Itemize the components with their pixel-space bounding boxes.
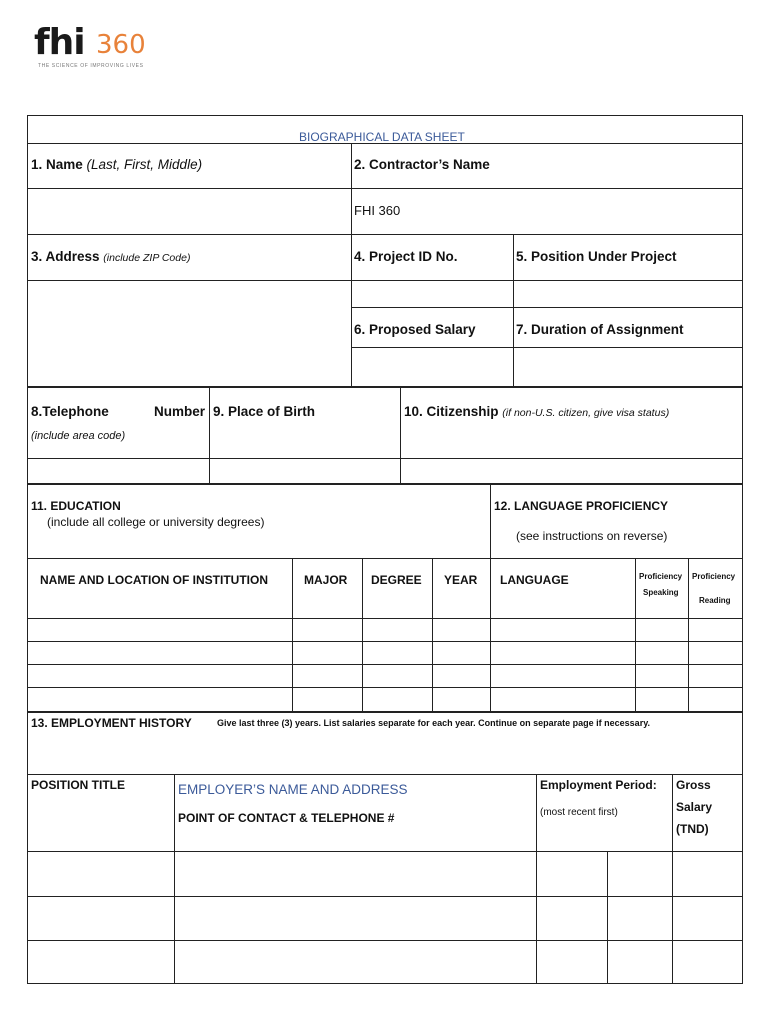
address-field[interactable] xyxy=(28,281,350,386)
col-period-hint: (most recent first) xyxy=(540,807,618,818)
col-gross: Gross xyxy=(676,778,711,792)
telephone-hint: (include area code) xyxy=(31,430,126,442)
logo-360: 360 xyxy=(96,30,146,60)
birth-field[interactable] xyxy=(210,459,399,483)
employment-row-2[interactable] xyxy=(28,897,742,940)
col-institution: NAME AND LOCATION OF INSTITUTION xyxy=(40,573,268,587)
citizenship-field[interactable] xyxy=(401,459,742,483)
col-employer: EMPLOYER’S NAME AND ADDRESS xyxy=(178,782,408,797)
col-proficiency-reading-1: Proficiency xyxy=(692,572,736,581)
position-label: 5. Position Under Project xyxy=(516,249,677,264)
education-row-2[interactable] xyxy=(28,642,742,664)
col-language: LANGUAGE xyxy=(500,573,569,587)
logo-fhi: fhi xyxy=(34,22,85,63)
birth-label: 9. Place of Birth xyxy=(213,404,316,419)
employment-label: 13. EMPLOYMENT HISTORY xyxy=(31,716,192,730)
col-speaking: Speaking xyxy=(643,588,679,597)
col-major: MAJOR xyxy=(304,573,348,587)
employment-row-3[interactable] xyxy=(28,941,742,983)
fhi360-logo xyxy=(34,22,146,72)
address-label: 3. Address (include ZIP Code) xyxy=(31,249,191,264)
col-poc: POINT OF CONTACT & TELEPHONE # xyxy=(178,811,395,825)
logo-tagline: THE SCIENCE OF IMPROVING LIVES xyxy=(38,63,144,69)
education-row-3[interactable] xyxy=(28,665,742,687)
employment-hint: Give last three (3) years. List salaries separate for each year. Continue on separate page if necessary. xyxy=(217,718,651,728)
col-salary: Salary xyxy=(676,800,713,814)
col-proficiency-speaking-1: Proficiency xyxy=(639,572,683,581)
education-row-4[interactable] xyxy=(28,688,742,710)
col-period: Employment Period: xyxy=(540,778,657,792)
salary-field[interactable] xyxy=(352,348,512,386)
salary-label: 6. Proposed Salary xyxy=(354,322,476,337)
employment-row-1[interactable] xyxy=(28,852,742,896)
col-year: YEAR xyxy=(444,573,478,587)
col-degree: DEGREE xyxy=(371,573,422,587)
telephone-label-2: Number xyxy=(154,404,206,419)
education-label: 11. EDUCATION xyxy=(31,499,121,513)
col-position-title: POSITION TITLE xyxy=(31,778,126,792)
project-id-field[interactable] xyxy=(352,281,512,307)
duration-field[interactable] xyxy=(514,348,742,386)
name-label: 1. Name (Last, First, Middle) xyxy=(31,157,203,172)
telephone-field[interactable] xyxy=(28,459,208,483)
name-field[interactable] xyxy=(28,189,350,234)
language-hint: (see instructions on reverse) xyxy=(516,529,668,543)
project-id-label: 4. Project ID No. xyxy=(354,249,458,264)
contractor-value: FHI 360 xyxy=(354,203,401,218)
form-title: BIOGRAPHICAL DATA SHEET xyxy=(299,130,465,144)
education-hint: (include all college or university degrees) xyxy=(47,515,265,529)
telephone-label: 8.Telephone xyxy=(31,404,109,419)
duration-label: 7. Duration of Assignment xyxy=(516,322,684,337)
citizenship-label: 10. Citizenship (if non-U.S. citizen, give visa status) xyxy=(404,404,670,419)
position-field[interactable] xyxy=(514,281,742,307)
col-currency: (TND) xyxy=(676,822,709,836)
education-row-1[interactable] xyxy=(28,619,742,641)
language-label: 12. LANGUAGE PROFICIENCY xyxy=(494,499,669,513)
contractor-label: 2. Contractor’s Name xyxy=(354,157,490,172)
col-reading: Reading xyxy=(699,596,731,605)
